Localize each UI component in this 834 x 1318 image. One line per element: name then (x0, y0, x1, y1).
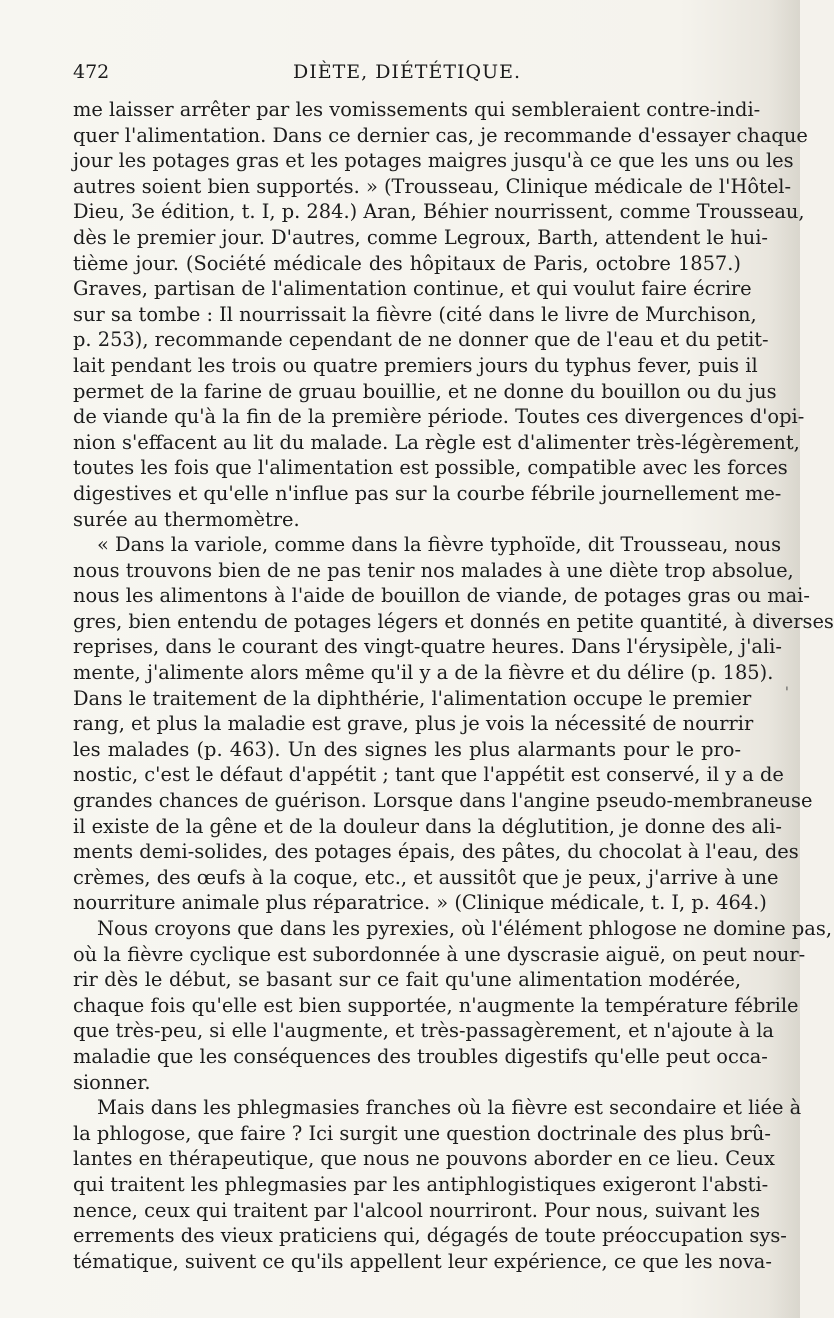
text-line: tématique, suivent ce qu'ils appellent leur expérience, ce que les nova- (73, 1249, 772, 1273)
text-line: chaque fois qu'elle est bien supportée, n'augmente la température fébrile (73, 993, 799, 1017)
text-line: lantes en thérapeutique, que nous ne pouvons aborder en ce lieu. Ceux (73, 1147, 775, 1171)
text-line: Nous croyons que dans les pyrexies, où l'élément phlogose ne domine pas, (97, 917, 832, 940)
text-line: permet de la farine de gruau bouillie, et ne donne du bouillon ou du jus (73, 379, 777, 403)
page-number: 472 (73, 61, 110, 83)
text-line: quer l'alimentation. Dans ce dernier cas, je recommande d'essayer chaque (73, 123, 808, 147)
text-line: nence, ceux qui traitent par l'alcool nourriront. Pour nous, suivant les (73, 1198, 761, 1222)
text-line: me laisser arrêter par les vomissements qui sembleraient contre-indi- (73, 98, 761, 121)
text-line: surée au thermomètre. (73, 507, 300, 531)
text-line: grandes chances de guérison. Lorsque dans l'angine pseudo-membraneuse (73, 789, 813, 813)
text-line: où la fièvre cyclique est subordonnée à une dyscrasie aiguë, on peut nour- (73, 942, 806, 966)
paragraph (73, 1095, 802, 1274)
text-line: digestives et qu'elle n'influe pas sur la courbe fébrile journellement me- (73, 481, 782, 505)
text-line: nourriture animale plus réparatrice. » (Clinique médicale, t. I, p. 464.) (73, 891, 767, 915)
text-line: il existe de la gêne et de la douleur dans la déglutition, je donne des ali- (73, 814, 782, 838)
body-text (73, 97, 834, 1274)
text-line: toutes les fois que l'alimentation est possible, compatible avec les forces (73, 456, 788, 480)
text-line: reprises, dans le courant des vingt-quatre heures. Dans l'érysipèle, j'ali- (73, 635, 782, 659)
text-line: sur sa tombe : Il nourrissait la fièvre (cité dans le livre de Murchison, (73, 302, 757, 326)
text-line: nion s'effacent au lit du malade. La règle est d'alimenter très-légèrement, (73, 430, 800, 454)
text-line: jour les potages gras et les potages maigres jusqu'à ce que les uns ou les (73, 149, 794, 173)
text-line: la phlogose, que faire ? Ici surgit une question doctrinale des plus brû- (73, 1121, 771, 1145)
text-line: ments demi-solides, des potages épais, des pâtes, du chocolat à l'eau, des (73, 840, 799, 864)
text-line: mente, j'alimente alors même qu'il y a de la fièvre et du délire (p. 185). (73, 661, 774, 685)
text-line: sionner. (73, 1070, 151, 1094)
paragraph (73, 97, 808, 532)
text-line: errements des vieux praticiens qui, dégagés de toute préoccupation sys- (73, 1224, 787, 1248)
text-line: lait pendant les trois ou quatre premiers jours du typhus fever, puis il (73, 353, 758, 377)
text-line: dès le premier jour. D'autres, comme Legroux, Barth, attendent le hui- (73, 225, 768, 249)
text-line: nostic, c'est le défaut d'appétit ; tant que l'appétit est conservé, il y a de (73, 763, 784, 787)
text-line: p. 253), recommande cependant de ne donner que de l'eau et du petit- (73, 328, 769, 352)
text-line: crèmes, des œufs à la coque, etc., et aussitôt que je peux, j'arrive à une (73, 865, 779, 889)
margin-mark: ' (785, 685, 789, 701)
paragraph (73, 916, 832, 1095)
running-header (73, 61, 741, 91)
text-line: nous trouvons bien de ne pas tenir nos malades à une diète trop absolue, (73, 558, 794, 582)
text-line: nous les alimentons à l'aide de bouillon de viande, de potages gras ou mai- (73, 584, 810, 608)
paragraph (73, 532, 834, 916)
text-line: maladie que les conséquences des troubles digestifs qu'elle peut occa- (73, 1044, 768, 1068)
text-line: Dans le traitement de la diphthérie, l'alimentation occupe le premier (73, 686, 752, 710)
text-line: Graves, partisan de l'alimentation continue, et qui voulut faire écrire (73, 277, 752, 301)
text-line: autres soient bien supportés. » (Trousseau, Clinique médicale de l'Hôtel- (73, 174, 792, 198)
text-line: « Dans la variole, comme dans la fièvre typhoïde, dit Trousseau, nous (97, 533, 782, 557)
text-line: Mais dans les phlegmasies franches où la fièvre est secondaire et liée à (97, 1096, 802, 1120)
text-line: Dieu, 3e édition, t. I, p. 284.) Aran, Béhier nourrissent, comme Trousseau, (73, 200, 805, 224)
text-line: gres, bien entendu de potages légers et donnés en petite quantité, à diverses (73, 609, 834, 633)
text-line: que très-peu, si elle l'augmente, et très-passagèrement, et n'ajoute à la (73, 1019, 774, 1043)
text-line: rang, et plus la maladie est grave, plus je vois la nécessité de nourrir (73, 712, 754, 736)
text-line: tième jour. (Société médicale des hôpitaux de Paris, octobre 1857.) (73, 251, 741, 275)
text-line: de viande qu'à la fin de la première période. Toutes ces divergences d'opi- (73, 405, 805, 429)
text-line: qui traitent les phlegmasies par les antiphlogistiques exigeront l'absti- (73, 1172, 769, 1196)
text-line: rir dès le début, se basant sur ce fait qu'une alimentation modérée, (73, 968, 741, 992)
text-line: les malades (p. 463). Un des signes les plus alarmants pour le pro- (73, 737, 741, 761)
running-title: DIÈTE, DIÉTÉTIQUE. (292, 61, 522, 83)
